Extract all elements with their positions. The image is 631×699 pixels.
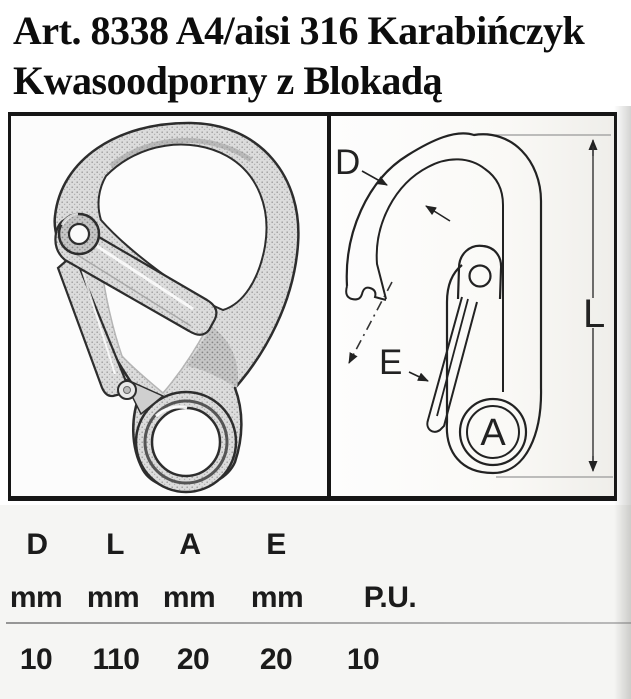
page-title-line2: Kwasoodporny z Blokadą [13,58,443,103]
col-a-unit: mm [162,581,216,614]
drawings-panel [8,112,617,501]
carabiner-illustration [11,116,327,496]
value-pu: 10 [346,643,380,676]
pivot-boss [59,214,99,254]
col-d-letter: D [26,528,48,561]
table-separator-line [6,622,631,624]
dimension-label-a: A [480,412,506,454]
gate-rivet [118,381,136,399]
value-d: 10 [19,643,53,676]
dimension-diagram [331,116,614,496]
e-arrow [409,372,428,381]
d-arrow-inner [426,206,450,221]
latch-outline [427,246,501,432]
col-e-letter: E [266,528,286,561]
spec-table [0,505,631,699]
col-l-unit: mm [86,581,140,614]
dimension-label-d: D [335,143,361,182]
col-pu-unit: P.U. [363,581,417,614]
page-title-line1: Art. 8338 A4/aisi 316 Karabińczyk [13,8,585,53]
hook-outline [346,133,541,473]
col-d-unit: mm [9,581,63,614]
eye-ring [136,392,236,492]
value-e: 20 [259,643,293,676]
col-a-letter: A [179,528,201,561]
d-arrow-outer [362,171,387,185]
value-l: 110 [92,643,140,676]
col-e-unit: mm [250,581,304,614]
value-a: 20 [176,643,210,676]
page-title [13,6,623,106]
col-l-letter: L [106,528,124,561]
dimension-label-e: E [379,343,403,382]
dimension-label-l: L [583,292,606,336]
